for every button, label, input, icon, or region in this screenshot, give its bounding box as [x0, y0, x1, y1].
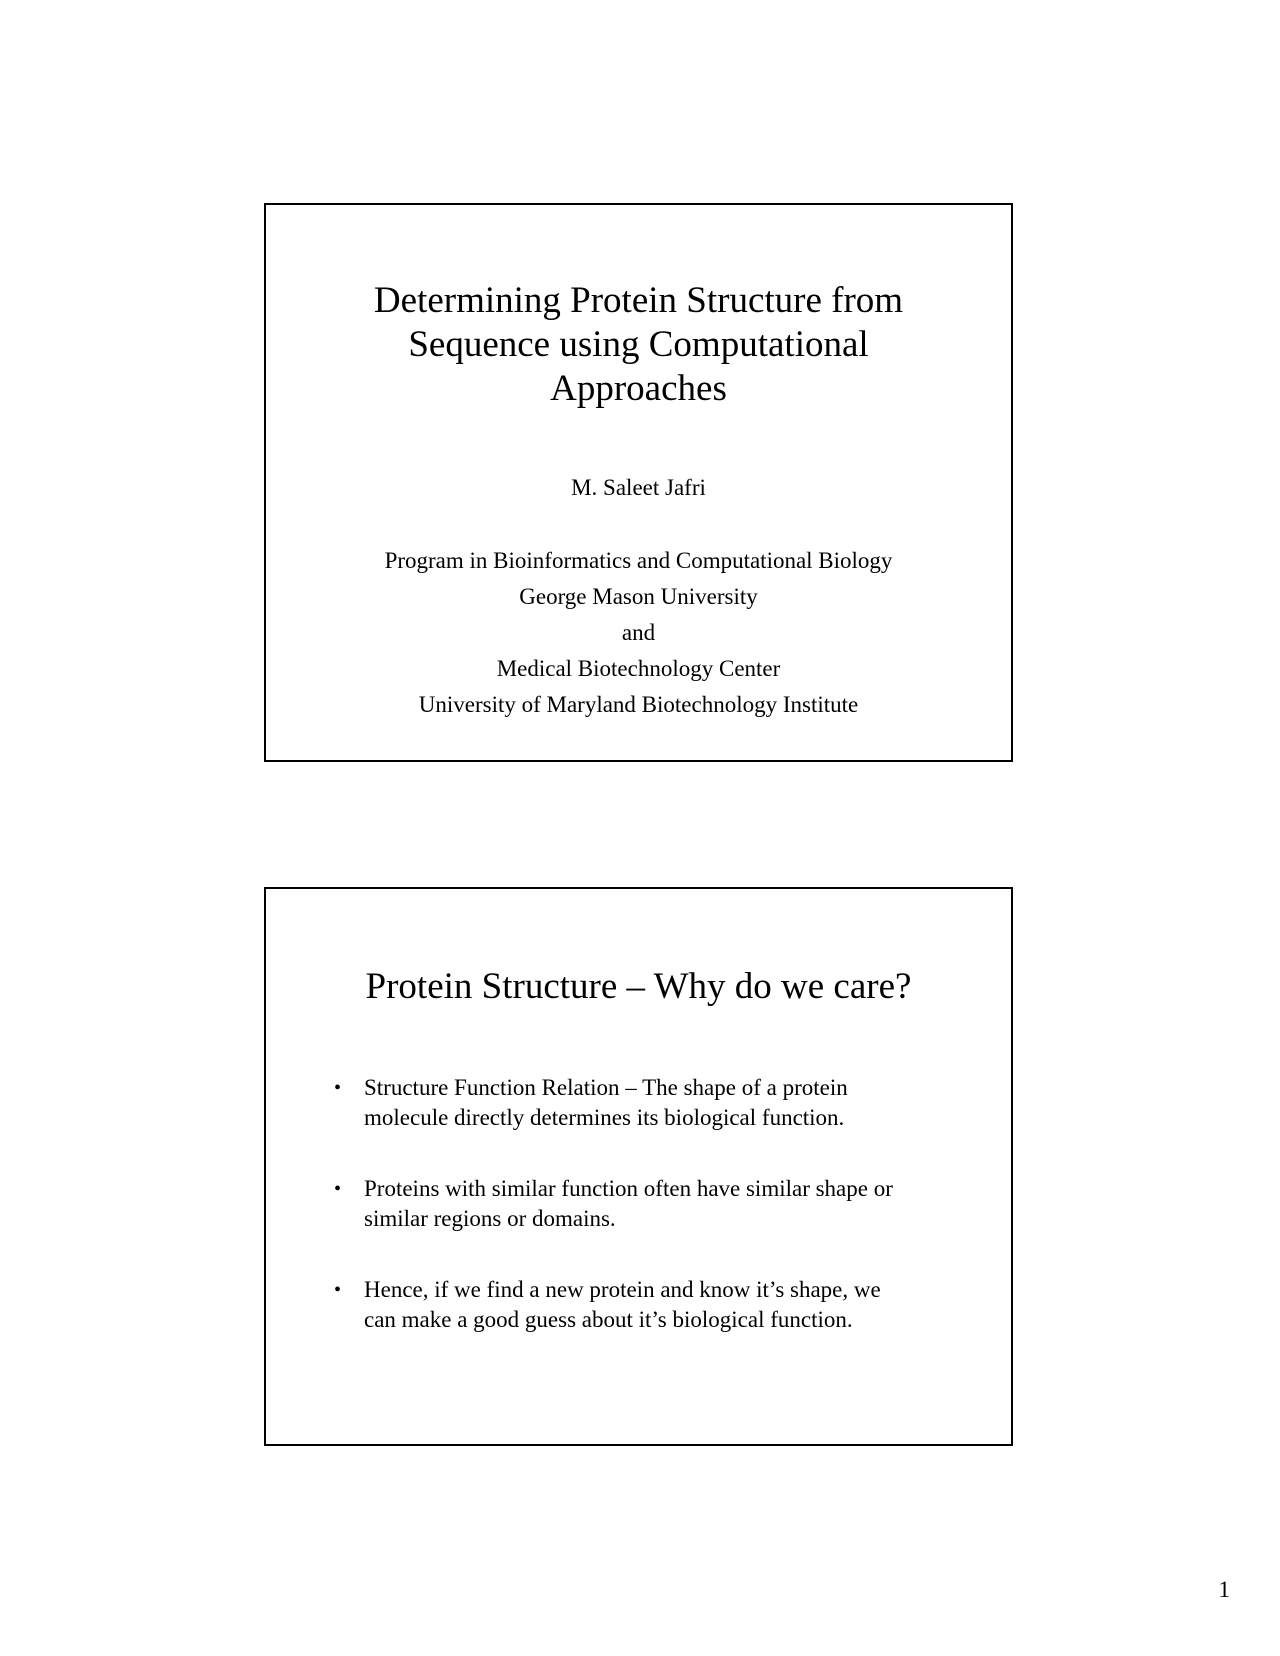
bullet-line: can make a good guess about it’s biological function.	[364, 1307, 853, 1332]
bullet-item	[334, 1174, 971, 1234]
bullet-marker: •	[334, 1077, 342, 1099]
affiliation-line: University of Maryland Biotechnology Institute	[418, 692, 859, 717]
affiliation-line: and	[621, 620, 656, 645]
bullet-marker: •	[334, 1178, 342, 1200]
bullet-line: molecule directly determines its biological function.	[364, 1105, 845, 1130]
bullet-item	[334, 1275, 971, 1335]
slide-1-title-line: Approaches	[550, 368, 727, 409]
slide-1-title-line: Sequence using Computational	[408, 324, 869, 365]
bullet-item	[334, 1073, 971, 1133]
slide-1-title-line: Determining Protein Structure from	[373, 280, 904, 321]
slide-1-affiliations	[266, 543, 1011, 723]
slide-1-title	[266, 279, 1011, 411]
bullet-line: Hence, if we find a new protein and know it’s shape, we	[364, 1277, 881, 1302]
affiliation-line: Medical Biotechnology Center	[496, 656, 781, 681]
slide-2-title: Protein Structure – Why do we care?	[365, 966, 912, 1007]
affiliation-line: Program in Bioinformatics and Computational Biology	[384, 548, 893, 573]
bullet-marker: •	[334, 1279, 342, 1301]
affiliation-line: George Mason University	[519, 584, 758, 609]
bullet-line: Proteins with similar function often have similar shape or	[364, 1176, 893, 1201]
slide-2	[264, 887, 1013, 1446]
slide-1	[264, 203, 1013, 762]
page-number: 1	[1218, 1577, 1230, 1602]
slide-1-author: M. Saleet Jafri	[571, 475, 706, 500]
bullet-line: similar regions or domains.	[364, 1206, 616, 1231]
bullet-line: Structure Function Relation – The shape of a protein	[364, 1075, 848, 1100]
slide-2-bullet-list	[334, 1073, 971, 1376]
